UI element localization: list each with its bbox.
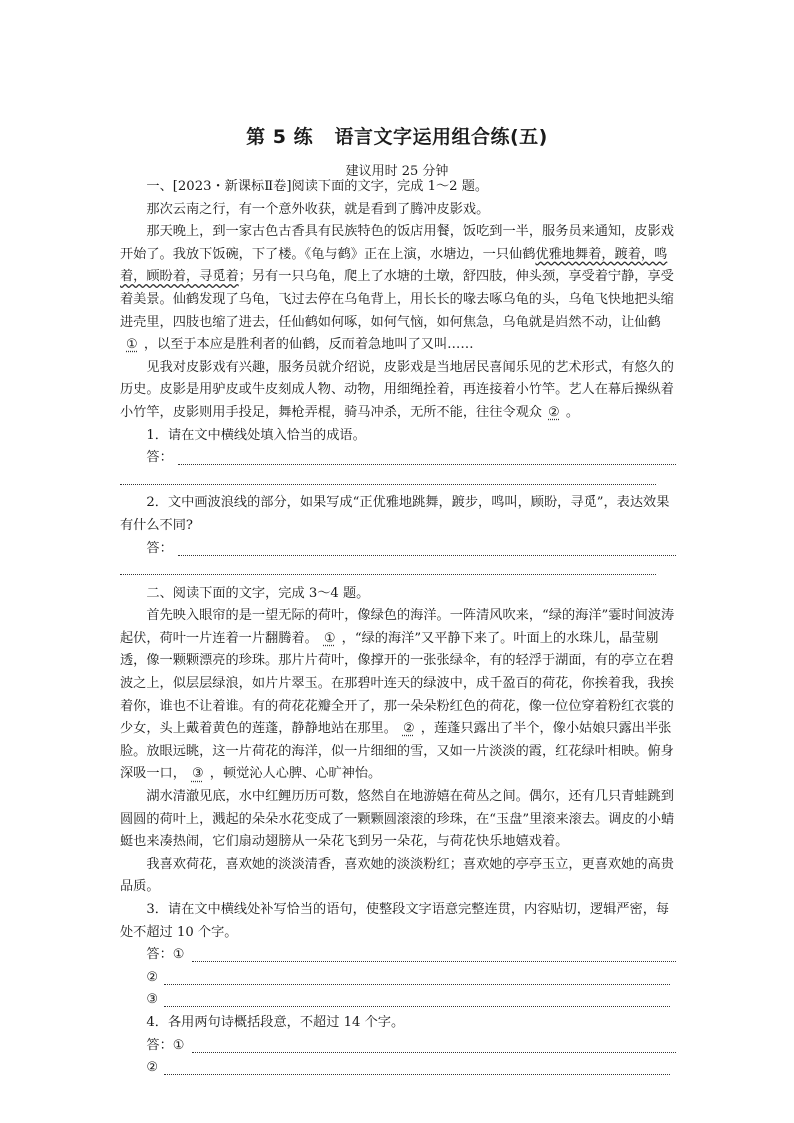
- wavy-underlined-text: 优雅地舞着，踱着，鸣着，顾盼着，寻觅着: [120, 246, 668, 285]
- suggested-time: 建议用时 25 分钟: [345, 164, 449, 179]
- worksheet-content: [120, 176, 680, 1080]
- question-4: 4．各用两句诗概括段意，不超过 14 个字。: [146, 1014, 405, 1030]
- answer-label: 答：: [146, 540, 173, 556]
- section2-paragraph-1-part-d: ，顿觉沁人心脾、心旷神怡。: [209, 766, 382, 782]
- section1-paragraph-2-part-b: ；另有一只乌龟，爬上了水塘的土墩，舒四肢，伸头颈，享受着宁静，享受着美景。仙鹤发现了乌龟，飞过去停在乌龟背上，用长长的喙去啄乌龟的头，乌龟飞快地把头缩进壳里，四肢也缩了进去，任仙鹤如何啄，如何气恼，如何焦急，乌龟就是岿然不动，让仙鹤: [120, 269, 674, 330]
- answer-3-line-1[interactable]: [120, 944, 680, 967]
- section2-paragraph-1-part-a: 首先映入眼帘的是一望无际的荷叶，像绿色的海洋。一阵清风吹来，“绿的海洋”霎时间波涛起伏，荷叶一片连着一片翻腾着。: [120, 608, 675, 646]
- page-title: 第 5 练 语言文字运用组合练(五): [246, 126, 548, 148]
- blank-s2-1[interactable]: ①: [323, 630, 336, 646]
- answer-line[interactable]: [192, 961, 676, 962]
- section1-paragraph-2-part-c: ，以至于本应是胜利者的仙鹤，反而着急地叫了又叫……: [143, 337, 474, 353]
- answer-line[interactable]: [164, 984, 670, 985]
- answer-mark-1: ①: [172, 1037, 185, 1053]
- blank-s2-3[interactable]: ③: [191, 766, 204, 782]
- answer-line[interactable]: [120, 574, 656, 575]
- blank-1[interactable]: ①: [126, 337, 138, 353]
- section2-paragraph-3: 我喜欢荷花，喜欢她的淡淡清香，喜欢她的淡淡粉红；喜欢她的亭亭玉立，更喜欢她的高贵品质。: [120, 856, 674, 895]
- answer-4-line-2[interactable]: [120, 1057, 680, 1080]
- section2-header: 二、阅读下面的文字，完成 3～4 题。: [146, 585, 370, 601]
- answer-1-line-1[interactable]: [120, 447, 680, 470]
- answer-mark-2: ②: [146, 969, 159, 985]
- answer-mark-1: ①: [172, 947, 185, 963]
- answer-label: 答：: [146, 947, 173, 963]
- answer-line[interactable]: [164, 1006, 670, 1007]
- section1-paragraph-3-text: 见我对皮影戏有兴趣，服务员就介绍说，皮影戏是当地居民喜闻乐见的艺术形式，有悠久的历史。皮影是用驴皮或牛皮刻成人物、动物，用细绳拴着，再连接着小竹竿。艺人在幕后操纵着小竹竿，皮影则用手投足，舞枪弄棍，骑马冲杀，无所不能，往往令观众: [120, 359, 674, 420]
- answer-line[interactable]: [178, 464, 676, 465]
- section1-paragraph-3-end: 。: [565, 404, 580, 420]
- answer-2-line-2[interactable]: [120, 560, 680, 583]
- section1-paragraph-2: [120, 221, 680, 357]
- answer-2-line-1[interactable]: [120, 538, 680, 561]
- answer-1-line-2[interactable]: [120, 470, 680, 493]
- blank-2[interactable]: ②: [548, 404, 560, 420]
- section1-paragraph-2-part-a: 那天晚上，到一家古色古香具有民族特色的饭店用餐，饭吃到一半，服务员来通知，皮影戏开始了。我放下饭碗，下了楼。《龟与鹤》正在上演，水塘边，一只仙鹤: [120, 224, 674, 262]
- answer-line[interactable]: [120, 484, 656, 485]
- section1-paragraph-1: 那次云南之行，有一个意外收获，就是看到了腾冲皮影戏。: [146, 201, 490, 217]
- answer-3-line-2[interactable]: [120, 967, 680, 990]
- answer-mark-2: ②: [146, 1060, 159, 1076]
- question-3: 3．请在文中横线处补写恰当的语句，使整段文字语意完整连贯，内容贴切，逻辑严密，每处不超过 10 个字。: [120, 902, 670, 940]
- section1-header: 一、[2023・新课标Ⅱ卷]阅读下面的文字，完成 1～2 题。: [146, 179, 489, 194]
- answer-3-line-3[interactable]: [120, 989, 680, 1012]
- answer-line[interactable]: [178, 555, 676, 556]
- answer-line[interactable]: [192, 1052, 676, 1053]
- blank-s2-2[interactable]: ②: [402, 721, 415, 737]
- answer-label: 答：: [146, 1037, 173, 1053]
- question-1: 1．请在文中横线处填入恰当的成语。: [146, 427, 366, 443]
- answer-4-line-1[interactable]: [120, 1035, 680, 1058]
- section1-paragraph-3: [120, 357, 680, 425]
- answer-line[interactable]: [164, 1074, 670, 1075]
- question-2: 2．文中画波浪线的部分，如果写成“正优雅地跳舞，踱步，鸣叫，顾盼，寻觅”，表达效果有什么不同?: [120, 495, 670, 533]
- answer-mark-3: ③: [146, 992, 159, 1008]
- section2-paragraph-1: [120, 605, 680, 786]
- answer-label: 答：: [146, 450, 173, 466]
- section2-paragraph-2: 湖水清澈见底，水中红鲤历历可数，悠然自在地游嬉在荷丛之间。偶尔，还有几只青蛙跳到圆圆的荷叶上，溅起的朵朵水花变成了一颗颗圆滚滚的珍珠，在“玉盘”里滚来滚去。调皮的小蜻蜓也来凑热闹，它们扇动翅膀从一朵花飞到另一朵花，与荷花快乐地嬉戏着。: [120, 789, 675, 850]
- section2-paragraph-1-part-c: ，莲蓬只露出了半个，像小姑娘只露出半张脸。放眼远眺，这一片荷花的海洋，似一片细细的雪，又如一片淡淡的霞，红花绿叶相映。俯身深吸一口，: [120, 721, 674, 782]
- section2-paragraph-1-part-b: ，“绿的海洋”又平静下来了。叶面上的水珠儿，晶莹剔透，像一颗颗漂亮的珍珠。那片片荷叶，像撑开的一张张绿伞，有的轻浮于湖面，有的亭立在碧波之上，似层层绿浪，如片片翠玉。在那碧叶连天的绿波中，成千盈百的荷花，你挨着我，我挨着你，谁也不让着谁。有的荷花花瓣全开了，那一朵朵粉红色的荷花，像一位位穿着粉红衣裳的少女，头上戴着黄色的莲蓬，静静地站在那里。: [120, 630, 674, 737]
